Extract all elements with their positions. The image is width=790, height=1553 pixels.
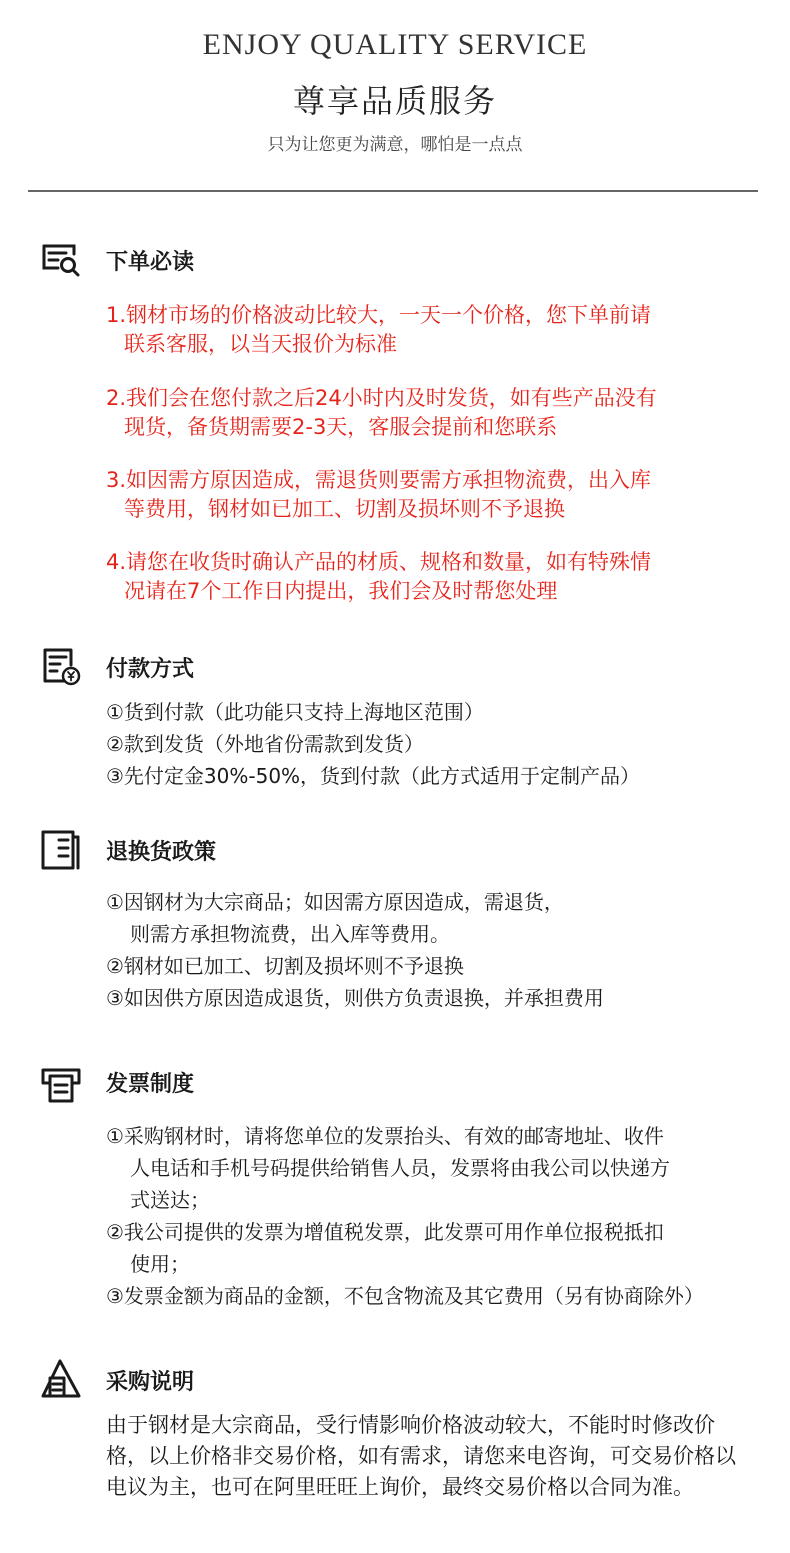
invoice-line-1: ①采购钢材时，请将您单位的发票抬头、有效的邮寄地址、收件 xyxy=(106,1124,664,1148)
order-item-4 xyxy=(106,548,651,606)
order-item-1-line1: 1.钢材市场的价格波动比较大，一天一个价格，您下单前请 xyxy=(106,303,652,327)
invoice-line-5: 使用； xyxy=(130,1252,190,1276)
section-title-invoice: 发票制度 xyxy=(106,1072,195,1097)
order-item-2-line2: 现货，备货期需要2-3天，客服会提前和您联系 xyxy=(124,415,558,439)
section-title-return: 退换货政策 xyxy=(106,840,217,865)
payment-document-icon xyxy=(40,645,82,687)
chinese-title: 尊享品质服务 xyxy=(292,82,497,120)
section-title-purchase: 采购说明 xyxy=(106,1370,195,1395)
order-item-4-line1: 4.请您在收货时确认产品的材质、规格和数量，如有特殊情 xyxy=(106,550,652,574)
payment-item-2: ②款到发货（外地省份需款到发货） xyxy=(106,732,424,756)
invoice-line-4: ②我公司提供的发票为增值税发票，此发票可用作单位报税抵扣 xyxy=(106,1220,664,1244)
return-line-4: ③如因供方原因造成退货，则供方负责退换，并承担费用 xyxy=(106,986,604,1010)
order-item-2-line1: 2.我们会在您付款之后24小时内及时发货，如有些产品没有 xyxy=(106,386,657,410)
order-item-3 xyxy=(106,466,651,524)
warning-document-icon xyxy=(40,1358,82,1400)
return-line-2: 则需方承担物流费，出入库等费用。 xyxy=(130,922,450,946)
english-title: ENJOY QUALITY SERVICE xyxy=(202,28,588,61)
order-item-1 xyxy=(106,301,651,359)
purchase-description: 由于钢材是大宗商品，受行情影响价格波动较大，不能时时修改价格，以上价格非交易价格，如有需求，请您来电咨询，可交易价格以电议为主，也可在阿里旺旺上询价，最终交易价格以合同为准。 xyxy=(106,1413,736,1499)
invoice-line-3: 式送达； xyxy=(130,1188,210,1212)
order-item-4-line2: 况请在7个工作日内提出，我们会及时帮您处理 xyxy=(124,579,558,603)
order-item-3-line1: 3.如因需方原因造成，需退货则要需方承担物流费，出入库 xyxy=(106,468,652,492)
search-document-icon xyxy=(40,238,82,280)
list-document-icon xyxy=(40,828,82,870)
invoice-line-6: ③发票金额为商品的金额，不包含物流及其它费用（另有协商除外） xyxy=(106,1284,704,1308)
invoice-line-2: 人电话和手机号码提供给销售人员，发票将由我公司以快递方 xyxy=(130,1156,670,1180)
return-line-1: ①因钢材为大宗商品；如因需方原因造成，需退货， xyxy=(106,890,564,914)
order-item-1-line2: 联系客服，以当天报价为标准 xyxy=(124,332,397,356)
return-line-3: ②钢材如已加工、切割及损坏则不予退换 xyxy=(106,954,464,978)
header-divider xyxy=(28,190,758,192)
section-title-payment: 付款方式 xyxy=(106,657,195,682)
section-title-order: 下单必读 xyxy=(106,250,195,275)
payment-item-1: ①货到付款（此功能只支持上海地区范围） xyxy=(106,700,484,724)
subtitle: 只为让您更为满意，哪怕是一点点 xyxy=(267,135,523,155)
payment-item-3: ③先付定金30%-50%，货到付款（此方式适用于定制产品） xyxy=(106,764,641,788)
order-item-2 xyxy=(106,384,657,442)
order-item-3-line2: 等费用，钢材如已加工、切割及损坏则不予退换 xyxy=(124,497,565,521)
invoice-icon xyxy=(40,1062,82,1104)
